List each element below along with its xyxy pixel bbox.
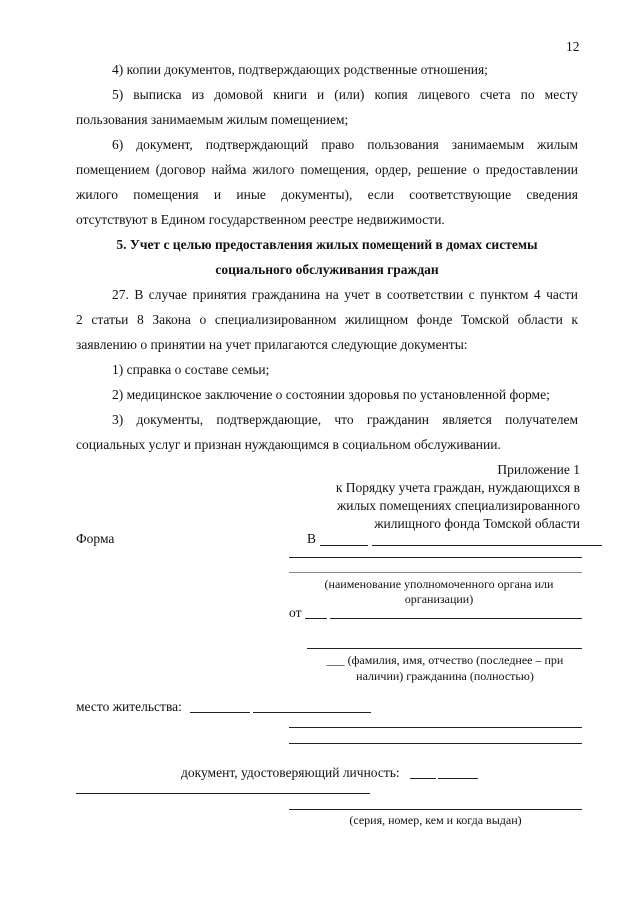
from-field-short[interactable]	[305, 618, 327, 619]
appendix-title: Приложение 1	[497, 462, 580, 477]
identity-caption: (серия, номер, кем и когда выдан)	[349, 813, 522, 827]
to-prefix: В	[307, 531, 317, 546]
list-item-continuation: социальных услуг и признан нуждающимся в социальном обслуживании.	[76, 437, 501, 452]
org-field-line[interactable]	[289, 572, 582, 573]
paragraph: 27. В случае принятия гражданина на учет в соответствии с пунктом 4 части	[112, 287, 578, 302]
appendix-line: жилых помещениях специализированного	[336, 498, 580, 513]
from-field[interactable]	[330, 618, 582, 619]
list-item: 1) справка о составе семьи;	[112, 362, 270, 377]
residence-field-short[interactable]	[190, 712, 250, 713]
identity-field-line[interactable]	[289, 809, 582, 810]
to-field-short[interactable]	[320, 545, 368, 546]
name-caption: ___ (фамилия, имя, отчество (последнее – при	[326, 653, 564, 667]
to-field[interactable]	[372, 545, 602, 546]
residence-field[interactable]	[253, 712, 371, 713]
list-item: 6) документ, подтверждающий право пользования занимаемым жилым	[112, 137, 578, 152]
page-number: 12	[566, 39, 580, 54]
list-item: 4) копии документов, подтверждающих родственные отношения;	[112, 62, 488, 77]
identity-field-line[interactable]	[76, 793, 370, 794]
appendix-line: к Порядку учета граждан, нуждающихся в	[335, 480, 580, 495]
list-item: 5) выписка из домовой книги и (или) копия лицевого счета по месту	[112, 87, 578, 102]
list-item-continuation: помещением (договор найма жилого помещения, ордер, решение о предоставлении	[76, 162, 578, 177]
list-item: 2) медицинское заключение о состоянии здоровья по установленной форме;	[112, 387, 550, 402]
list-item-continuation: пользования занимаемым жилым помещением;	[76, 112, 349, 127]
list-item: 3) документы, подтверждающие, что гражданин является получателем	[112, 412, 578, 427]
org-field-line[interactable]	[289, 557, 582, 558]
from-prefix: от	[289, 605, 302, 620]
paragraph-continuation: 2 статьи 8 Закона о специализированном жилищном фонде Томской области к	[76, 312, 578, 327]
org-caption: (наименование уполномоченного органа или	[324, 577, 554, 591]
name-field-line[interactable]	[307, 648, 582, 649]
appendix-line: жилищного фонда Томской области	[374, 516, 580, 531]
paragraph-continuation: заявлению о принятии на учет прилагаются следующие документы:	[76, 337, 468, 352]
list-item-continuation: жилого помещения и иные документы), если соответствующие сведения	[76, 187, 578, 202]
residence-label: место жительства:	[76, 699, 182, 714]
section-heading: социального обслуживания граждан	[215, 262, 439, 277]
identity-field-short[interactable]	[410, 778, 436, 779]
identity-field[interactable]	[438, 778, 478, 779]
form-label: Форма	[76, 531, 115, 546]
list-item-continuation: отсутствуют в Едином государственном реестре недвижимости.	[76, 212, 445, 227]
section-heading: 5. Учет с целью предоставления жилых помещений в домах системы	[116, 237, 538, 252]
org-caption: организации)	[404, 592, 474, 606]
residence-field-line[interactable]	[289, 743, 582, 744]
identity-label: документ, удостоверяющий личность:	[181, 765, 400, 780]
residence-field-line[interactable]	[289, 727, 582, 728]
name-caption: наличии) гражданина (полностью)	[356, 669, 534, 683]
